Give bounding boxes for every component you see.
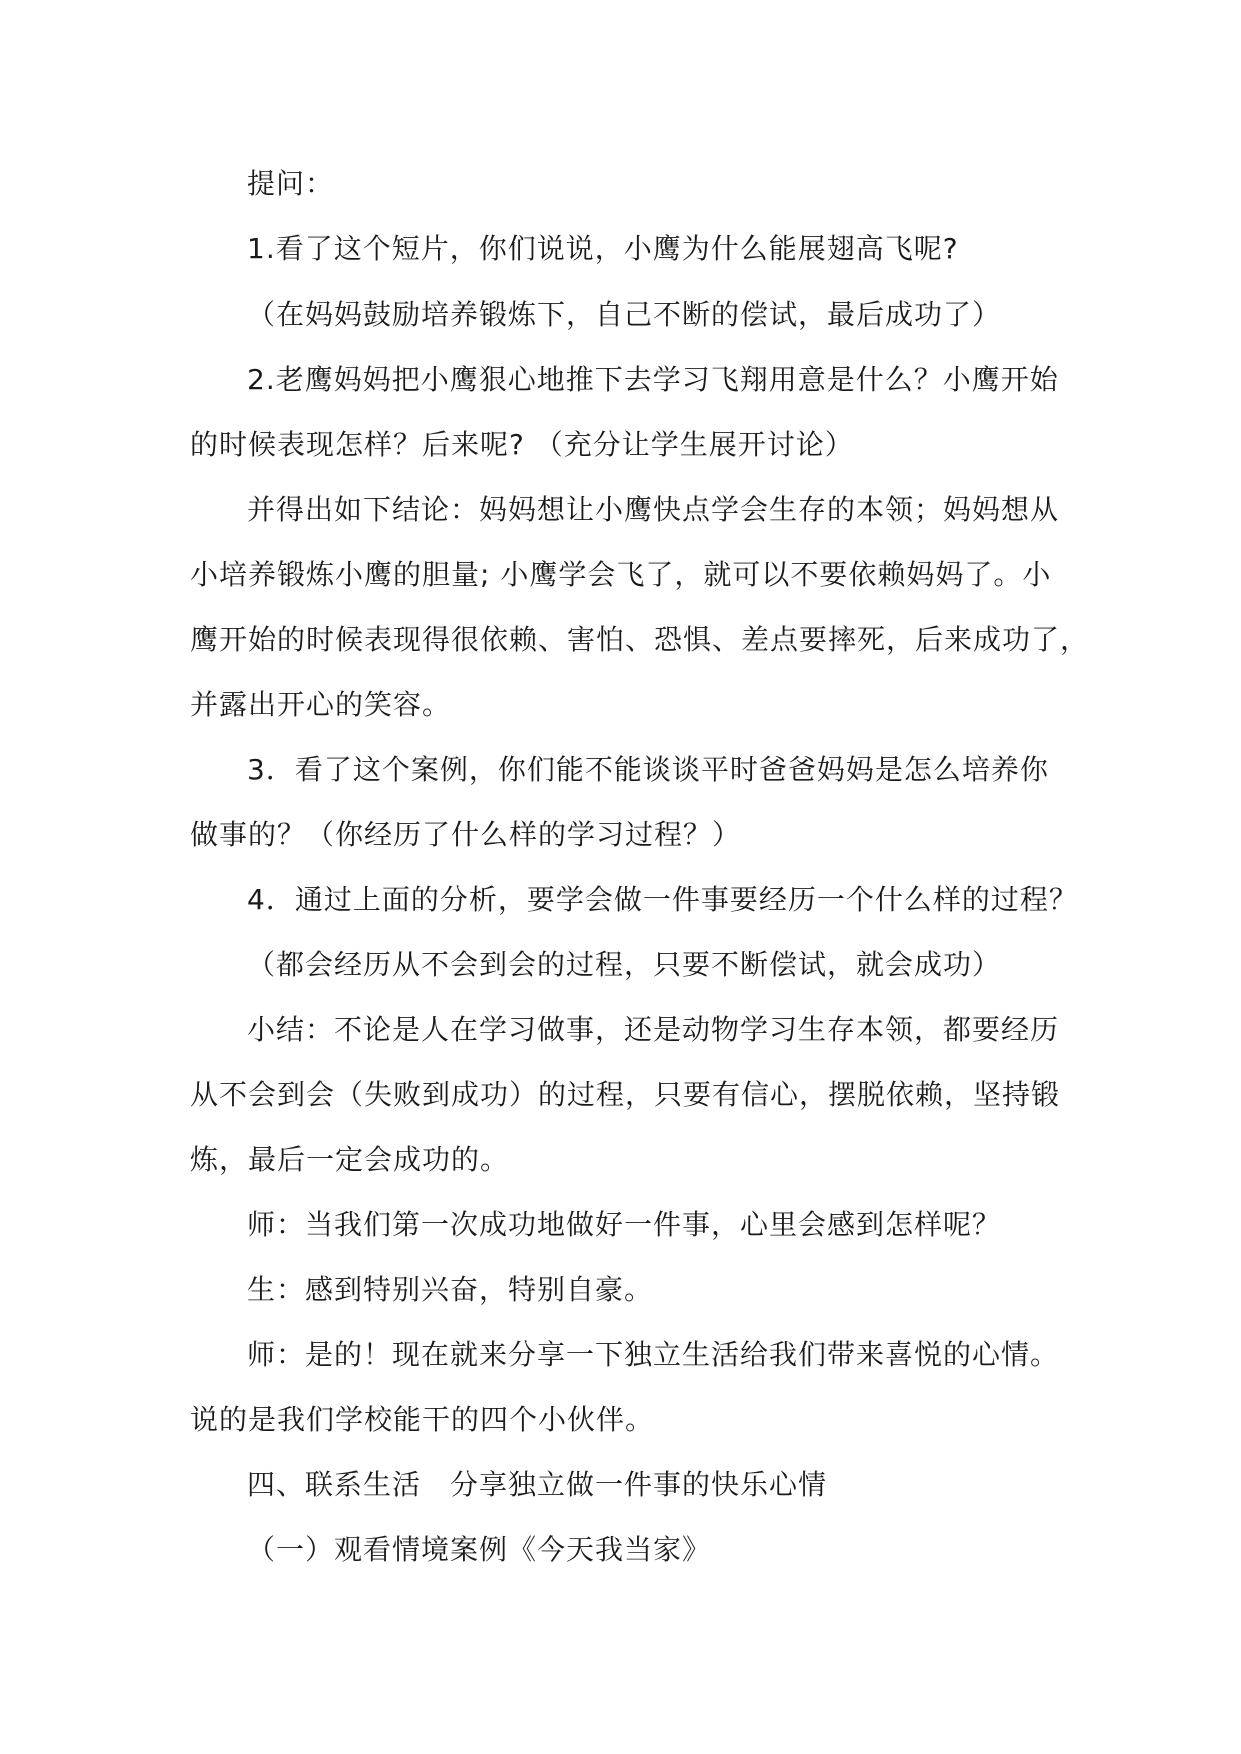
text-line: 小结：不论是人在学习做事，还是动物学习生存本领，都要经历 [247,1013,1060,1046]
text-line: 提问： [247,167,335,200]
section-heading: 四、联系生活 分享独立做一件事的快乐心情 [247,1468,828,1501]
text-line: 3．看了这个案例，你们能不能谈谈平时爸爸妈妈是怎么培养你 [247,753,1049,786]
text-line: 从不会到会（失败到成功）的过程，只要有信心，摆脱依赖，坚持锻 [190,1078,1061,1111]
text-line: 的时候表现怎样？后来呢? （充分让学生展开讨论） [190,428,854,461]
text-line: 炼，最后一定会成功的。 [190,1143,510,1176]
text-line: 师：是的！现在就来分享一下独立生活给我们带来喜悦的心情。 [247,1338,1060,1371]
subsection-heading: （一）观看情境案例《今天我当家》 [247,1533,712,1566]
text-line: 说的是我们学校能干的四个小伙伴。 [190,1403,655,1436]
text-line: 小培养锻炼小鹰的胆量; 小鹰学会飞了，就可以不要依赖妈妈了。小 [190,558,1052,591]
text-line: 4．通过上面的分析，要学会做一件事要经历一个什么样的过程？ [247,883,1078,916]
text-line: 并露出开心的笑容。 [190,688,452,721]
text-line: （都会经历从不会到会的过程，只要不断偿试，就会成功） [247,948,1002,981]
text-line: （在妈妈鼓励培养锻炼下，自己不断的偿试，最后成功了） [247,298,1002,331]
text-line: 并得出如下结论：妈妈想让小鹰快点学会生存的本领；妈妈想从 [247,493,1060,526]
text-line: 1.看了这个短片，你们说说，小鹰为什么能展翅高飞呢? [247,232,959,265]
text-line: 做事的？（你经历了什么样的学习过程？） [190,818,742,851]
text-line: 生：感到特别兴奋，特别自豪。 [247,1273,654,1306]
text-line: 鹰开始的时候表现得很依赖、害怕、恐惧、差点要摔死，后来成功了， [190,623,1090,656]
text-line: 师：当我们第一次成功地做好一件事，心里会感到怎样呢？ [247,1208,1002,1241]
text-line: 2.老鹰妈妈把小鹰狠心地推下去学习飞翔用意是什么？小鹰开始 [247,363,1059,396]
